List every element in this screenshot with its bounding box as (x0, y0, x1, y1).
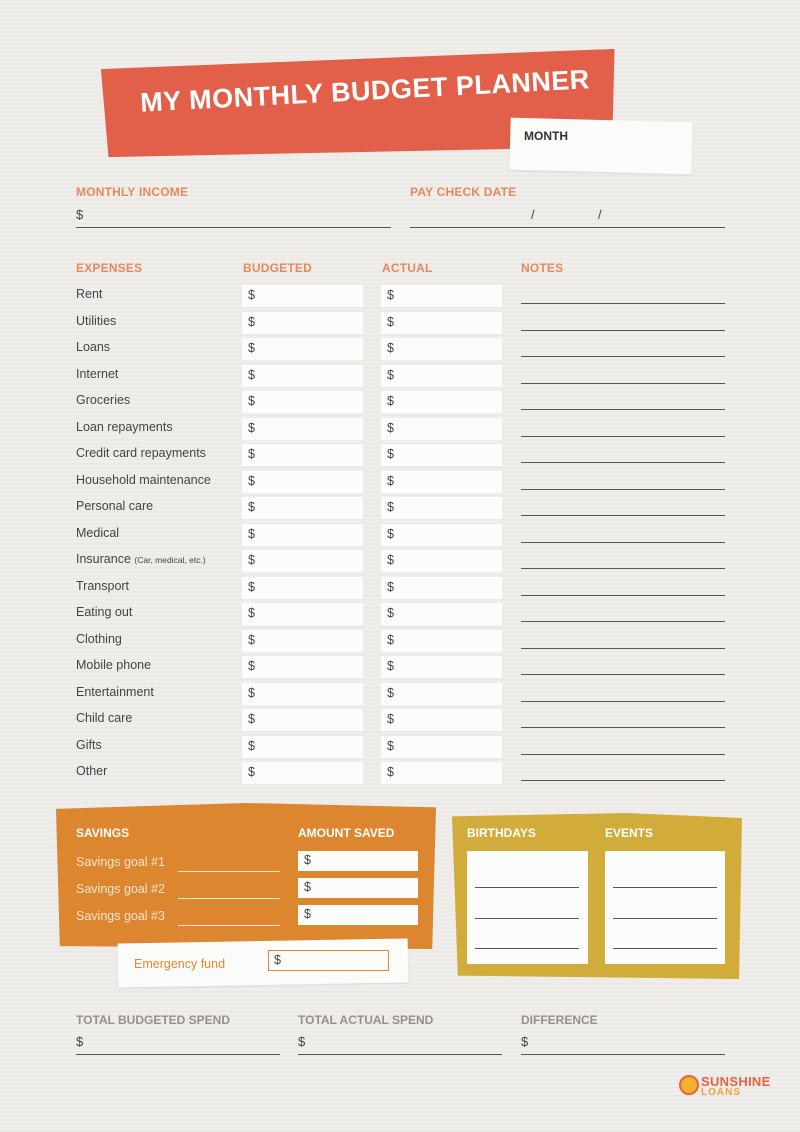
notes-line[interactable] (521, 409, 725, 410)
expense-name: Insurance (76, 552, 131, 566)
currency-symbol: $ (387, 447, 394, 461)
notes-line[interactable] (521, 542, 725, 543)
total-actual-label: TOTAL ACTUAL SPEND (298, 1013, 434, 1027)
table-row (76, 444, 726, 466)
budgeted-cell[interactable] (242, 550, 363, 572)
currency-symbol: $ (248, 738, 255, 753)
notes-line[interactable] (521, 436, 725, 437)
total-actual-line[interactable] (298, 1054, 502, 1055)
budgeted-cell[interactable] (242, 630, 363, 652)
budgeted-cell[interactable] (242, 418, 363, 440)
birthday-line[interactable] (475, 887, 579, 888)
currency-symbol: $ (248, 367, 255, 382)
actual-cell[interactable] (381, 656, 502, 678)
notes-line[interactable] (521, 489, 725, 490)
currency-symbol: $ (387, 579, 394, 594)
currency-symbol: $ (387, 553, 394, 567)
notes-line[interactable] (521, 701, 725, 702)
currency-symbol: $ (248, 632, 255, 647)
income-input-line[interactable] (76, 227, 391, 228)
month-label: MONTH (524, 129, 568, 143)
budgeted-cell[interactable] (242, 736, 363, 758)
expense-label (76, 658, 151, 672)
actual-cell[interactable] (381, 497, 502, 519)
expense-label (76, 605, 132, 619)
budgeted-cell[interactable] (242, 365, 363, 387)
expense-name: Transport (76, 578, 130, 593)
currency-symbol: $ (248, 712, 255, 726)
notes-line[interactable] (521, 780, 725, 781)
savings-goal-1-amount[interactable] (298, 851, 418, 871)
table-row (76, 762, 726, 784)
currency-symbol: $ (248, 394, 255, 408)
table-row (76, 285, 726, 307)
logo-text-loans: LOANS (701, 1087, 741, 1098)
currency-symbol: $ (248, 420, 255, 435)
expense-name: Child care (76, 711, 133, 725)
currency-symbol: $ (248, 553, 255, 567)
budgeted-cell[interactable] (242, 656, 363, 678)
actual-cell[interactable] (381, 577, 502, 599)
currency-symbol: $ (387, 367, 394, 382)
currency-symbol: $ (387, 685, 394, 700)
currency-symbol: $ (248, 447, 255, 461)
currency-symbol: $ (248, 288, 255, 302)
budgeted-cell[interactable] (242, 312, 363, 334)
currency-symbol: $ (248, 500, 255, 514)
total-budgeted-currency: $ (76, 1034, 84, 1049)
difference-currency: $ (521, 1034, 529, 1049)
currency-symbol: $ (304, 907, 311, 921)
notes-line[interactable] (521, 383, 725, 384)
actual-cell[interactable] (381, 418, 502, 440)
total-actual-currency: $ (298, 1034, 306, 1049)
logo-text-sunshine: SUNSHINE (701, 1074, 771, 1089)
table-row (76, 709, 726, 731)
expense-label (76, 393, 130, 407)
table-row (76, 550, 726, 572)
budgeted-cell[interactable] (242, 603, 363, 625)
budgeted-header: BUDGETED (243, 261, 312, 275)
expense-name: Personal care (76, 499, 154, 513)
actual-cell[interactable] (381, 630, 502, 652)
actual-cell[interactable] (381, 603, 502, 625)
page-title: MY MONTHLY BUDGET PLANNER (139, 64, 591, 118)
expense-label (76, 685, 154, 699)
budgeted-cell[interactable] (242, 285, 363, 307)
budgeted-cell[interactable] (242, 577, 363, 599)
actual-cell[interactable] (381, 736, 502, 758)
currency-symbol: $ (387, 341, 394, 355)
notes-line[interactable] (521, 462, 725, 463)
events-header: EVENTS (605, 826, 654, 840)
expense-name: Loans (76, 340, 111, 354)
table-row (76, 630, 726, 652)
event-line[interactable] (613, 887, 717, 888)
currency-symbol: $ (248, 685, 255, 700)
expense-note: (Car, medical, etc.) (134, 555, 206, 565)
paycheck-date-label: PAY CHECK DATE (410, 185, 517, 199)
total-budgeted-label: TOTAL BUDGETED SPEND (76, 1013, 231, 1027)
expense-name: Rent (76, 287, 103, 301)
currency-symbol: $ (387, 738, 394, 753)
savings-goal-3-label: Savings goal #3 (76, 909, 165, 923)
expense-label (76, 632, 122, 646)
actual-cell[interactable] (381, 471, 502, 493)
date-separator-1: / (531, 207, 535, 222)
expense-name: Gifts (76, 737, 102, 752)
currency-symbol: $ (304, 853, 311, 867)
currency-symbol: $ (304, 880, 311, 894)
currency-symbol: $ (387, 632, 394, 647)
notes-line[interactable] (521, 727, 725, 728)
currency-symbol: $ (274, 953, 281, 967)
currency-symbol: $ (248, 606, 255, 620)
budgeted-cell[interactable] (242, 524, 363, 546)
expense-label (76, 579, 129, 593)
table-row (76, 603, 726, 625)
notes-line[interactable] (521, 648, 725, 649)
monthly-income-label: MONTHLY INCOME (76, 185, 189, 199)
currency-symbol: $ (387, 288, 394, 302)
expense-name: Eating out (76, 605, 133, 619)
notes-line[interactable] (521, 674, 725, 675)
budgeted-cell[interactable] (242, 497, 363, 519)
expense-name: Household maintenance (76, 472, 211, 487)
currency-symbol: $ (387, 526, 394, 541)
savings-panel (56, 803, 436, 949)
difference-line[interactable] (521, 1054, 725, 1055)
notes-line[interactable] (521, 621, 725, 622)
event-line[interactable] (613, 948, 717, 949)
table-row (76, 524, 726, 546)
amount-saved-header: AMOUNT SAVED (298, 826, 395, 840)
sun-logo-icon (679, 1075, 699, 1095)
notes-header: NOTES (521, 261, 564, 275)
actual-cell[interactable] (381, 762, 502, 784)
expense-label (76, 473, 211, 487)
date-separator-2: / (598, 207, 602, 222)
budgeted-cell[interactable] (242, 762, 363, 784)
expense-label (76, 764, 107, 778)
savings-header: SAVINGS (76, 826, 130, 840)
birthdays-header: BIRTHDAYS (467, 826, 536, 840)
table-row (76, 391, 726, 413)
savings-goal-2-amount[interactable] (298, 878, 418, 898)
actual-cell[interactable] (381, 391, 502, 413)
table-row (76, 656, 726, 678)
currency-symbol: $ (387, 420, 394, 435)
currency-symbol: $ (387, 659, 394, 673)
budgeted-cell[interactable] (242, 471, 363, 493)
currency-symbol: $ (248, 526, 255, 541)
actual-header: ACTUAL (382, 261, 433, 275)
currency-symbol: $ (248, 765, 255, 779)
expense-label (76, 420, 173, 434)
table-row (76, 736, 726, 758)
expense-name: Internet (76, 366, 119, 381)
expense-label (76, 738, 102, 752)
currency-symbol: $ (248, 314, 255, 329)
savings-goal-1-label: Savings goal #1 (76, 855, 165, 869)
currency-symbol: $ (387, 473, 394, 488)
actual-cell[interactable] (381, 444, 502, 466)
table-row (76, 418, 726, 440)
currency-symbol: $ (387, 314, 394, 329)
expense-name: Utilities (76, 313, 117, 328)
table-row (76, 338, 726, 360)
currency-symbol: $ (387, 712, 394, 726)
income-currency: $ (76, 207, 84, 222)
paycheck-date-input-line[interactable] (410, 227, 725, 228)
emergency-fund-label: Emergency fund (134, 957, 226, 971)
birthday-line[interactable] (475, 918, 579, 919)
actual-cell[interactable] (381, 524, 502, 546)
notes-line[interactable] (521, 330, 725, 331)
expense-label (76, 340, 110, 354)
savings-goal-3-amount[interactable] (298, 905, 418, 925)
savings-goal-3-line[interactable] (178, 925, 280, 926)
expense-name: Loan repayments (76, 419, 173, 434)
expense-label (76, 526, 119, 540)
actual-cell[interactable] (381, 312, 502, 334)
expense-label (76, 287, 102, 301)
actual-cell[interactable] (381, 709, 502, 731)
expense-name: Clothing (76, 631, 122, 646)
currency-symbol: $ (387, 765, 394, 779)
budgeted-cell[interactable] (242, 338, 363, 360)
savings-goal-2-line[interactable] (178, 898, 280, 899)
expense-name: Entertainment (76, 684, 154, 699)
table-row (76, 312, 726, 334)
actual-cell[interactable] (381, 285, 502, 307)
budgeted-cell[interactable] (242, 683, 363, 705)
currency-symbol: $ (387, 500, 394, 514)
expense-label (76, 367, 118, 381)
notes-line[interactable] (521, 303, 725, 304)
expense-label (76, 446, 206, 460)
total-budgeted-line[interactable] (76, 1054, 280, 1055)
currency-symbol: $ (387, 606, 394, 620)
currency-symbol: $ (248, 659, 255, 673)
expense-name: Other (76, 764, 108, 778)
emergency-fund-amount[interactable] (268, 950, 389, 971)
expense-label (76, 499, 153, 513)
currency-symbol: $ (248, 341, 255, 355)
expenses-header: EXPENSES (76, 261, 143, 275)
currency-symbol: $ (387, 394, 394, 408)
table-row (76, 471, 726, 493)
savings-goal-2-label: Savings goal #2 (76, 882, 165, 896)
actual-cell[interactable] (381, 338, 502, 360)
currency-symbol: $ (248, 473, 255, 488)
table-row (76, 683, 726, 705)
budgeted-cell[interactable] (242, 444, 363, 466)
difference-label: DIFFERENCE (521, 1013, 598, 1027)
actual-cell[interactable] (381, 365, 502, 387)
expense-label (76, 711, 132, 725)
budgeted-cell[interactable] (242, 391, 363, 413)
birthday-line[interactable] (475, 948, 579, 949)
table-row (76, 497, 726, 519)
expense-name: Credit card repayments (76, 446, 206, 460)
table-row (76, 365, 726, 387)
currency-symbol: $ (248, 579, 255, 594)
expense-name: Mobile phone (76, 658, 152, 672)
month-field[interactable] (509, 118, 692, 175)
budgeted-cell[interactable] (242, 709, 363, 731)
notes-line[interactable] (521, 754, 725, 755)
notes-line[interactable] (521, 515, 725, 516)
expense-label (76, 314, 116, 328)
actual-cell[interactable] (381, 550, 502, 572)
table-row (76, 577, 726, 599)
notes-line[interactable] (521, 356, 725, 357)
expense-name: Medical (76, 525, 120, 540)
expense-name: Groceries (76, 393, 131, 407)
event-line[interactable] (613, 918, 717, 919)
actual-cell[interactable] (381, 683, 502, 705)
notes-line[interactable] (521, 595, 725, 596)
savings-goal-1-line[interactable] (178, 871, 280, 872)
notes-line[interactable] (521, 568, 725, 569)
expense-label (76, 552, 206, 566)
